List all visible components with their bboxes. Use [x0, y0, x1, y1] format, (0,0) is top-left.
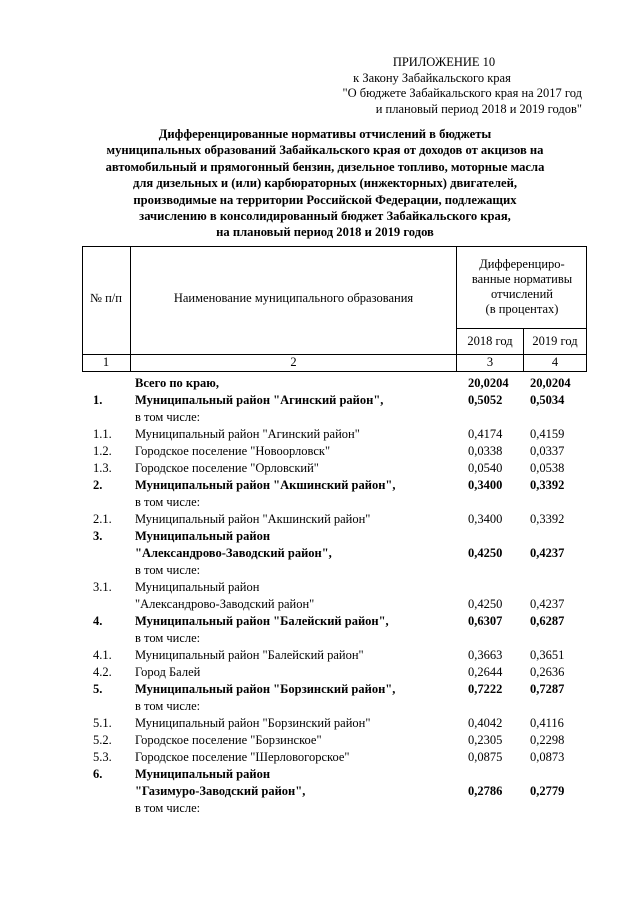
table-row — [0, 460, 640, 476]
row-name: Муниципальный район "Акшинский район", — [135, 478, 396, 492]
value-2018: 0,3400 — [468, 512, 503, 526]
row-name: Всего по краю, — [135, 376, 219, 390]
table-row — [0, 579, 640, 595]
table-row — [0, 630, 640, 646]
table-row — [0, 783, 640, 799]
value-2018: 0,2305 — [468, 733, 503, 747]
column-header-number: № п/п — [90, 291, 122, 305]
row-name: в том числе: — [135, 563, 201, 577]
row-number: 5. — [93, 682, 103, 696]
table-row — [0, 392, 640, 408]
value-2019: 0,5034 — [530, 393, 565, 407]
table-border — [82, 246, 587, 247]
table-border — [82, 246, 83, 372]
value-2018: 0,2786 — [468, 784, 503, 798]
row-number: 5.2. — [93, 733, 112, 747]
row-name: в том числе: — [135, 631, 201, 645]
appendix-budget: "О бюджете Забайкальского края на 2017 год — [342, 86, 582, 100]
column-index: 3 — [486, 355, 494, 369]
table-row — [0, 647, 640, 663]
row-name: Город Балей — [135, 665, 201, 679]
value-2018: 0,4250 — [468, 597, 503, 611]
column-header-name: Наименование муниципального образования — [173, 291, 414, 305]
row-number: 4.2. — [93, 665, 112, 679]
value-2019: 0,4237 — [530, 597, 565, 611]
row-name: "Александрово-Заводский район", — [135, 546, 332, 560]
table-row — [0, 749, 640, 765]
table-row — [0, 613, 640, 629]
row-number: 5.1. — [93, 716, 112, 730]
row-name: Муниципальный район — [135, 580, 260, 594]
value-2019: 0,4159 — [530, 427, 565, 441]
value-2019: 0,3392 — [530, 478, 565, 492]
value-2019: 0,2636 — [530, 665, 565, 679]
value-2018: 0,0338 — [468, 444, 503, 458]
row-number: 2. — [93, 478, 103, 492]
column-header-norms: Дифференциро- ванные нормативы отчислений (в процентах) — [471, 257, 573, 316]
value-2018: 20,0204 — [468, 376, 509, 390]
title-line: для дизельных и (или) карбюраторных (инжекторных) двигателей, — [132, 176, 518, 191]
value-2018: 0,4250 — [468, 546, 503, 560]
row-number: 1.2. — [93, 444, 112, 458]
row-name: Городское поселение "Орловский" — [135, 461, 319, 475]
column-index: 4 — [551, 355, 559, 369]
table-row — [0, 681, 640, 697]
table-row — [0, 409, 640, 425]
row-name: "Газимуро-Заводский район", — [135, 784, 306, 798]
row-number: 1. — [93, 393, 103, 407]
value-2018: 0,3663 — [468, 648, 503, 662]
value-2019: 0,2298 — [530, 733, 565, 747]
row-name: Городское поселение "Новоорловск" — [135, 444, 331, 458]
row-number: 1.1. — [93, 427, 112, 441]
row-number: 4. — [93, 614, 103, 628]
row-number: 6. — [93, 767, 103, 781]
row-name: Муниципальный район "Агинский район", — [135, 393, 384, 407]
table-border — [130, 246, 131, 372]
title-line: муниципальных образований Забайкальского края от доходов от акцизов на — [106, 143, 544, 158]
table-row — [0, 511, 640, 527]
row-name: Муниципальный район "Борзинский район" — [135, 716, 371, 730]
row-name: Муниципальный район "Балейский район", — [135, 614, 389, 628]
table-row — [0, 545, 640, 561]
table-row — [0, 664, 640, 680]
value-2019: 0,3392 — [530, 512, 565, 526]
table-border — [82, 371, 587, 372]
row-number: 3.1. — [93, 580, 112, 594]
row-name: Городское поселение "Шерловогорское" — [135, 750, 350, 764]
appendix-number: ПРИЛОЖЕНИЕ 10 — [392, 55, 496, 69]
title-line: производимые на территории Российской Федерации, подлежащих — [133, 192, 517, 207]
title-line: автомобильный и прямогонный бензин, дизельное топливо, моторные масла — [105, 159, 545, 174]
table-border — [456, 328, 587, 329]
value-2019: 0,6287 — [530, 614, 565, 628]
value-2018: 0,4174 — [468, 427, 503, 441]
appendix-header — [282, 55, 582, 117]
row-name: в том числе: — [135, 699, 201, 713]
row-name: Муниципальный район — [135, 529, 271, 543]
value-2019: 0,0873 — [530, 750, 565, 764]
title-line: на плановый период 2018 и 2019 годов — [216, 225, 434, 240]
value-2018: 0,0875 — [468, 750, 503, 764]
column-index: 2 — [290, 355, 297, 369]
value-2019: 0,0337 — [530, 444, 565, 458]
value-2019: 0,7287 — [530, 682, 565, 696]
table-row — [0, 477, 640, 493]
row-number: 4.1. — [93, 648, 112, 662]
value-2018: 0,5052 — [468, 393, 503, 407]
table-row — [0, 562, 640, 578]
value-2019: 0,2779 — [530, 784, 565, 798]
table-header — [82, 246, 587, 372]
row-name: в том числе: — [135, 410, 201, 424]
row-name: в том числе: — [135, 495, 201, 509]
value-2019: 0,4116 — [530, 716, 564, 730]
appendix-law: к Закону Забайкальского края — [353, 70, 511, 85]
table-row — [0, 715, 640, 731]
value-2018: 0,2644 — [468, 665, 503, 679]
table-row — [0, 766, 640, 782]
value-2019: 0,3651 — [530, 648, 565, 662]
table-row — [0, 443, 640, 459]
document-title — [70, 126, 580, 241]
table-row — [0, 375, 640, 391]
table-row — [0, 732, 640, 748]
value-2018: 0,4042 — [468, 716, 503, 730]
table-row — [0, 494, 640, 510]
row-name: Муниципальный район "Агинский район" — [135, 427, 360, 441]
appendix-period: и плановый период 2018 и 2019 годов" — [375, 101, 582, 116]
value-2019: 20,0204 — [530, 376, 571, 390]
value-2019: 0,0538 — [530, 461, 565, 475]
table-row — [0, 596, 640, 612]
row-name: в том числе: — [135, 801, 201, 815]
row-number: 1.3. — [93, 461, 112, 475]
value-2018: 0,7222 — [468, 682, 503, 696]
table-row — [0, 528, 640, 544]
title-line: зачислению в консолидированный бюджет Забайкальского края, — [139, 209, 511, 224]
row-name: "Александрово-Заводский район" — [135, 597, 315, 611]
table-row — [0, 426, 640, 442]
title-line: Дифференцированные нормативы отчислений в бюджеты — [158, 127, 492, 141]
row-name: Муниципальный район "Акшинский район" — [135, 512, 371, 526]
row-name: Муниципальный район — [135, 767, 271, 781]
table-row — [0, 698, 640, 714]
value-2018: 0,0540 — [468, 461, 503, 475]
row-number: 5.3. — [93, 750, 112, 764]
column-index: 1 — [102, 355, 110, 369]
table-row — [0, 800, 640, 816]
value-2018: 0,6307 — [468, 614, 503, 628]
row-number: 3. — [93, 529, 103, 543]
row-number: 2.1. — [93, 512, 112, 526]
row-name: Городское поселение "Борзинское" — [135, 733, 322, 747]
value-2018: 0,3400 — [468, 478, 503, 492]
column-header-2019: 2019 год — [532, 334, 578, 348]
row-name: Муниципальный район "Борзинский район", — [135, 682, 396, 696]
row-name: Муниципальный район "Балейский район" — [135, 648, 364, 662]
value-2019: 0,4237 — [530, 546, 565, 560]
column-header-2018: 2018 год — [467, 334, 513, 348]
